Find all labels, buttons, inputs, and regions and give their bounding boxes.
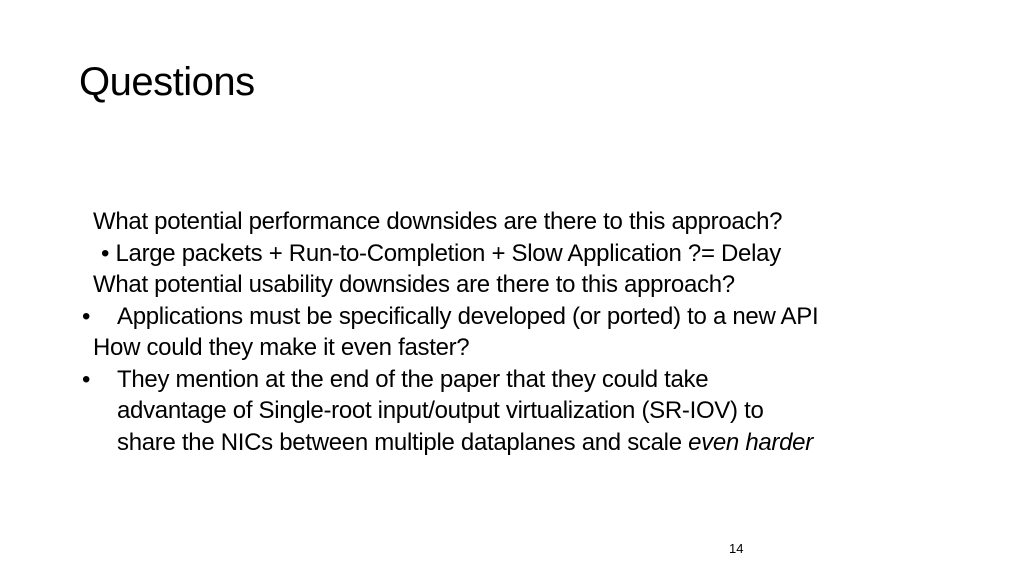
- question-usability: What potential usability downsides are there to this approach?: [93, 271, 735, 298]
- bullet-marker: •: [82, 365, 91, 393]
- emphasis-text: even harder: [688, 428, 813, 456]
- question-performance: What potential performance downsides are there to this approach?: [93, 208, 783, 235]
- bullet-text-line: Applications must be specifically developed (or ported) to a new API: [117, 302, 819, 330]
- slide-content: [80, 206, 960, 458]
- bullet-faster-sriov: [80, 364, 960, 459]
- bullet-text-run: share the NICs between multiple dataplanes and scale: [117, 428, 689, 456]
- bullet-text-line: advantage of Single-root input/output virtualization (SR-IOV) to: [117, 397, 764, 424]
- bullet-text-line: [117, 427, 960, 459]
- bullet-text-line: They mention at the end of the paper that they could take: [117, 365, 709, 393]
- bullet-text: [117, 301, 960, 333]
- slide-title: Questions: [79, 60, 255, 104]
- bullet-marker: •: [82, 302, 91, 330]
- question-faster: How could they make it even faster?: [93, 334, 470, 361]
- page-number: 14: [729, 541, 744, 556]
- bullet-text: [117, 364, 960, 459]
- bullet-performance-delay: • Large packets + Run-to-Completion + Slow Application ?= Delay: [101, 239, 781, 267]
- bullet-usability-api: [80, 301, 960, 333]
